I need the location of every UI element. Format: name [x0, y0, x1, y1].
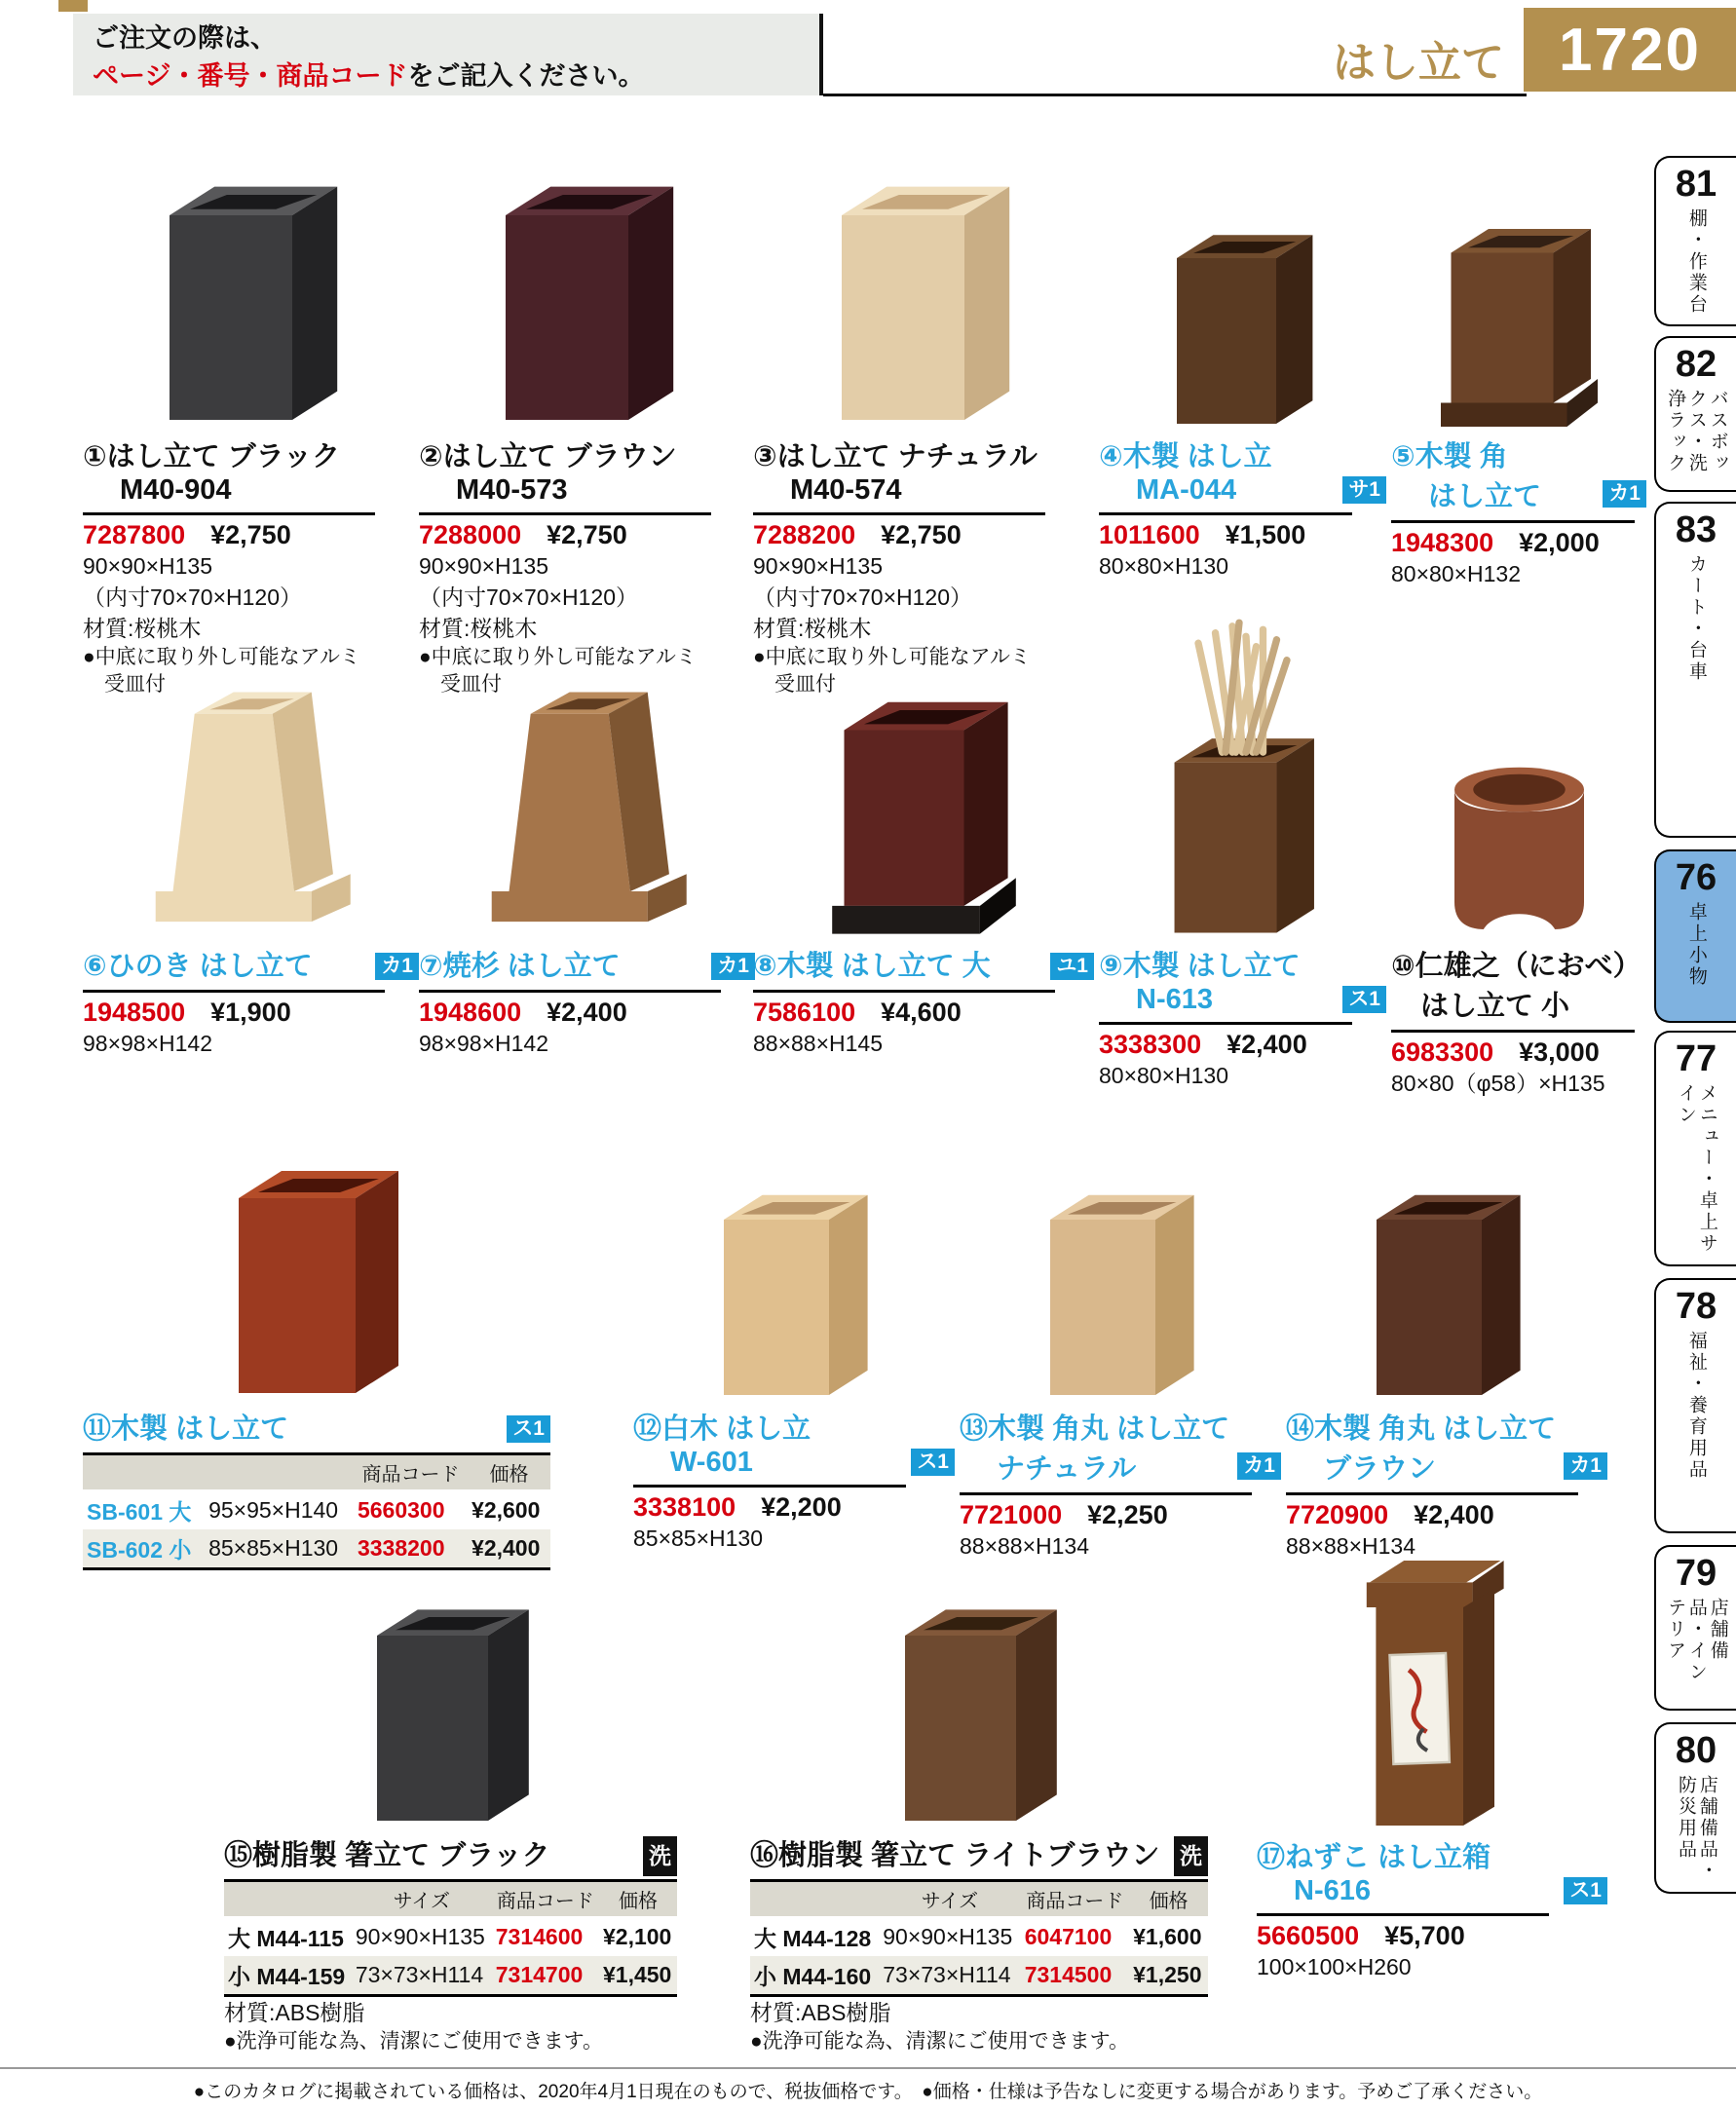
product-model: M40-573	[456, 473, 568, 506]
price-line	[1099, 1030, 1386, 1060]
product-title: ③はし立て ナチュラル	[753, 441, 1038, 472]
product-photo-niobe-stand	[1434, 745, 1604, 950]
product-price: ¥2,750	[210, 519, 291, 549]
category-badge: カ1	[1237, 1452, 1281, 1480]
col-size: サイズ	[352, 1880, 492, 1917]
divider	[1391, 520, 1635, 523]
product-material: 材質:ABS樹脂	[750, 1999, 891, 2025]
product-photo-burnt-wood-stand	[1160, 208, 1326, 440]
variant-model: SB-602 小	[83, 1529, 205, 1569]
divider	[83, 990, 385, 993]
table-row	[224, 1956, 677, 1996]
table-row	[83, 1490, 550, 1529]
product-size: 80×80×H130	[1099, 1062, 1229, 1088]
divider	[1099, 1022, 1352, 1025]
variant-code: 5660300	[357, 1496, 445, 1523]
product-photo-chopstick-box	[1354, 1545, 1510, 1841]
product-code: 7720900	[1286, 1499, 1389, 1529]
tab-label: バスボックス・洗浄ラック	[1665, 389, 1728, 474]
sidebar-tab-80[interactable]	[1654, 1722, 1736, 1894]
table-row	[750, 1917, 1208, 1956]
product-code: 1011600	[1099, 519, 1200, 549]
col-size: サイズ	[879, 1880, 1020, 1917]
product-model: MA-044	[1136, 473, 1237, 506]
col-code: 商品コード	[492, 1880, 599, 1917]
sidebar-tab-83[interactable]	[1654, 502, 1736, 838]
product-card-11	[83, 1130, 550, 1570]
divider	[753, 990, 1055, 993]
sidebar-tab-76-active[interactable]	[1654, 849, 1736, 1023]
table-row	[750, 1956, 1208, 1996]
product-code: 7288200	[753, 519, 856, 549]
product-photo-yakisugi-stand	[477, 658, 697, 950]
divider	[1286, 1492, 1578, 1495]
sidebar-tab-81[interactable]	[1654, 156, 1736, 326]
product-photo-resin-brown-stand	[887, 1580, 1072, 1839]
product-inner-size: （内寸70×70×H120）	[83, 584, 303, 610]
product-photo-plain-wood-stand	[706, 1167, 882, 1413]
category-badge: カ1	[1564, 1452, 1607, 1480]
divider	[419, 512, 711, 515]
product-model: W-601	[670, 1446, 753, 1478]
product-title: ⑤木製 角	[1391, 441, 1508, 472]
product-photo-lacquered-stand	[219, 1140, 414, 1413]
product-title: ⑥ひのき はし立て	[83, 951, 313, 982]
col-price: 価格	[468, 1453, 550, 1490]
table-row	[224, 1917, 677, 1956]
product-code: 7586100	[753, 997, 856, 1027]
variant-size: 73×73×H114	[352, 1956, 492, 1996]
product-card-10	[1391, 638, 1646, 1099]
product-price: ¥5,700	[1384, 1920, 1465, 1950]
product-code: 3338300	[1099, 1029, 1202, 1059]
variant-model: 小 M44-160	[750, 1956, 879, 1996]
price-line	[419, 998, 755, 1028]
divider	[753, 512, 1045, 515]
product-size: 80×80（φ58）×H135	[1391, 1070, 1605, 1096]
category-badge: カ1	[711, 953, 755, 980]
product-photo-natural-stand	[821, 154, 1026, 440]
product-size: 90×90×H135	[83, 552, 213, 579]
sidebar-tab-82[interactable]	[1654, 336, 1736, 492]
price-line	[753, 998, 1094, 1028]
category-badge: カ1	[375, 953, 419, 980]
product-card-17	[1257, 1549, 1607, 1982]
tab-number: 77	[1675, 1038, 1717, 1079]
product-price: ¥2,750	[547, 519, 627, 549]
category-badge: ス1	[507, 1415, 550, 1443]
product-code: 7288000	[419, 519, 522, 549]
product-code: 3338100	[633, 1491, 736, 1522]
product-card-14	[1286, 1130, 1607, 1562]
variant-model: 大 M44-115	[228, 1925, 344, 1951]
product-code: 1948300	[1391, 527, 1494, 557]
price-line	[1257, 1921, 1607, 1951]
price-line	[633, 1492, 955, 1523]
product-size: 80×80×H132	[1391, 560, 1522, 586]
product-size: 88×88×H134	[1286, 1532, 1416, 1559]
product-photo-rounded-natural-stand	[1033, 1167, 1208, 1413]
variant-size: 90×90×H135	[355, 1923, 485, 1949]
product-title: ②はし立て ブラウン	[419, 441, 677, 472]
variant-code: 7314600	[495, 1923, 584, 1949]
product-card-1	[83, 136, 419, 697]
product-price: ¥2,200	[761, 1491, 842, 1522]
product-price: ¥2,750	[881, 519, 962, 549]
product-photo-hinoki-stand	[141, 658, 360, 950]
product-size: 90×90×H135	[753, 552, 884, 579]
variant-size: 73×73×H114	[879, 1956, 1020, 1996]
product-title: ⑯樹脂製 箸立て ライトブラウン	[750, 1840, 1160, 1871]
page-number: 1720	[1559, 16, 1701, 84]
product-card-16	[750, 1578, 1208, 2054]
price-line	[960, 1500, 1281, 1530]
price-line	[1391, 1037, 1646, 1068]
product-price: ¥2,250	[1087, 1499, 1168, 1529]
col-price: 価格	[599, 1880, 677, 1917]
product-title: ⑬木製 角丸 はし立て	[960, 1413, 1230, 1445]
product-size: 100×100×H260	[1257, 1953, 1412, 1979]
price-line	[1099, 520, 1386, 550]
product-model: M40-904	[120, 473, 232, 506]
product-title: ⑫白木 はし立	[633, 1413, 811, 1445]
col-code: 商品コード	[1021, 1880, 1129, 1917]
product-card-9	[1099, 638, 1386, 1091]
variant-table	[224, 1879, 677, 1997]
category-badge: ス1	[1342, 986, 1386, 1013]
product-code: 5660500	[1257, 1920, 1360, 1950]
product-code: 1948600	[419, 997, 522, 1027]
product-name2: ナチュラル	[997, 1452, 1137, 1485]
variant-price: ¥2,600	[472, 1496, 541, 1523]
product-photo-stand-with-chopsticks	[1157, 618, 1328, 950]
product-price: ¥3,000	[1519, 1036, 1600, 1067]
product-title: ⑦焼杉 はし立て	[419, 951, 621, 982]
product-card-6	[83, 638, 419, 1059]
footer-note	[0, 2077, 1736, 2103]
product-size: 85×85×H130	[633, 1525, 764, 1551]
product-card-3	[753, 136, 1094, 697]
product-title: ①はし立て ブラック	[83, 441, 341, 472]
product-price: ¥4,600	[881, 997, 962, 1027]
tab-label: 福祉・養育用品	[1685, 1331, 1707, 1481]
product-title: ⑧木製 はし立て 大	[753, 951, 991, 982]
product-card-7	[419, 638, 755, 1059]
variant-code: 7314500	[1021, 1956, 1129, 1996]
divider	[1391, 1030, 1635, 1033]
product-title: ⑩仁雄之（におべ）	[1391, 951, 1642, 982]
footer-note-2: ●価格・仕様は予告なしに変更する場合があります。予めご了承ください。	[922, 2082, 1543, 2102]
product-note2: 受皿付	[104, 672, 166, 696]
product-code: 7287800	[83, 519, 186, 549]
product-card-12	[633, 1130, 955, 1554]
product-photo-large-wood-stand	[824, 670, 1024, 950]
col-code: 商品コード	[354, 1453, 468, 1490]
sidebar-tab-77[interactable]	[1654, 1031, 1736, 1266]
variant-size: 90×90×H135	[883, 1923, 1013, 1949]
product-size: 90×90×H135	[419, 552, 549, 579]
product-price: ¥2,000	[1519, 527, 1600, 557]
tab-label: 店舗備品・インテリア	[1665, 1598, 1728, 1683]
variant-table	[83, 1452, 550, 1570]
tab-label: メニュー・卓上サイン	[1676, 1083, 1717, 1255]
product-size: 98×98×H142	[419, 1030, 549, 1056]
product-material: 材質:桜桃木	[753, 616, 872, 642]
footer-note-1: ●このカタログに掲載されている価格は、2020年4月1日現在のもので、税抜価格です。	[193, 2082, 904, 2102]
divider	[83, 512, 375, 515]
page-number-box	[1524, 8, 1736, 92]
order-instruction-box	[73, 14, 823, 95]
product-name2: ブラウン	[1323, 1452, 1437, 1485]
product-title: ④木製 はし立	[1099, 441, 1272, 472]
divider	[419, 990, 721, 993]
product-note: ●洗浄可能な為、清潔にご使用できます。	[224, 2029, 604, 2053]
product-photo-black-stand	[149, 154, 354, 440]
product-note2: 受皿付	[774, 672, 836, 696]
variant-price: ¥2,100	[603, 1923, 672, 1949]
category-badge: サ1	[1342, 476, 1386, 504]
price-line	[753, 520, 1094, 550]
product-price: ¥2,400	[1414, 1499, 1494, 1529]
variant-code: 6047100	[1024, 1923, 1113, 1949]
product-size: 80×80×H130	[1099, 552, 1229, 579]
tab-number: 82	[1675, 344, 1717, 385]
tab-label: カート・台車	[1685, 554, 1707, 683]
variant-model: SB-601 大	[87, 1498, 192, 1525]
divider	[633, 1485, 906, 1488]
col-price: 価格	[1129, 1880, 1208, 1917]
variant-model: 大 M44-128	[754, 1925, 872, 1951]
variant-model: 小 M44-159	[224, 1956, 352, 1996]
divider	[1257, 1913, 1549, 1916]
tab-number: 76	[1675, 857, 1717, 898]
product-name2: はし立て	[1428, 480, 1542, 512]
product-material: 材質:桜桃木	[419, 616, 538, 642]
divider	[960, 1492, 1252, 1495]
product-size: 88×88×H134	[960, 1532, 1090, 1559]
product-inner-size: （内寸70×70×H120）	[419, 584, 639, 610]
product-model: M40-574	[790, 473, 902, 506]
product-card-8	[753, 638, 1094, 1059]
product-card-5	[1391, 136, 1646, 589]
product-code: 6983300	[1391, 1036, 1494, 1067]
product-note: ●中底に取り外し可能なアルミ	[753, 646, 1031, 669]
product-photo-resin-black-stand	[359, 1580, 544, 1839]
variant-code: 3338200	[354, 1529, 468, 1569]
product-card-2	[419, 136, 755, 697]
product-title: ⑨木製 はし立て	[1099, 951, 1301, 982]
product-price: ¥1,900	[210, 997, 291, 1027]
product-price: ¥2,400	[547, 997, 627, 1027]
header-rule	[823, 94, 1527, 96]
variant-code: 7314700	[492, 1956, 599, 1996]
product-photo-rounded-brown-stand	[1359, 1167, 1534, 1413]
tab-label: 卓上小物	[1685, 902, 1707, 988]
tab-label: 棚・作業台	[1685, 208, 1707, 316]
product-note: ●中底に取り外し可能なアルミ	[419, 646, 697, 669]
tab-number: 79	[1675, 1553, 1717, 1594]
product-model: N-616	[1294, 1874, 1371, 1906]
price-line	[83, 520, 419, 550]
footer-rule	[0, 2067, 1736, 2069]
variant-price: ¥1,600	[1133, 1923, 1202, 1949]
product-model: N-613	[1136, 983, 1213, 1015]
variant-size: 95×95×H140	[208, 1496, 339, 1523]
product-note2: 受皿付	[440, 672, 502, 696]
product-name2: はし立て 小	[1420, 990, 1570, 1022]
corner-accent	[58, 0, 88, 12]
category-badge: ス1	[911, 1449, 955, 1476]
price-line	[83, 998, 419, 1028]
order-note-highlight: ページ・番号・商品コード	[93, 61, 408, 92]
product-size: 88×88×H145	[753, 1030, 884, 1056]
tab-number: 83	[1675, 509, 1717, 550]
product-code: 7721000	[960, 1499, 1063, 1529]
product-title: ⑭木製 角丸 はし立て	[1286, 1413, 1557, 1445]
product-photo-brown-stand	[485, 154, 690, 440]
order-note-rest: をご記入ください。	[407, 61, 645, 92]
tab-number: 81	[1675, 164, 1717, 205]
divider	[1099, 512, 1352, 515]
product-note: ●洗浄可能な為、清潔にご使用できます。	[750, 2029, 1130, 2053]
product-price: ¥2,400	[1227, 1029, 1307, 1059]
tab-number: 80	[1675, 1730, 1717, 1771]
product-material: 材質:ABS樹脂	[224, 1999, 365, 2025]
category-badge: ユ1	[1050, 953, 1094, 980]
washable-badge: 洗	[643, 1841, 677, 1870]
order-note-line1: ご注文の際は、	[93, 23, 277, 53]
product-card-15	[224, 1578, 677, 2054]
category-badge: ス1	[1564, 1877, 1607, 1904]
price-line	[1391, 528, 1646, 558]
variant-table	[750, 1879, 1208, 1997]
sidebar-tab-78[interactable]	[1654, 1278, 1736, 1533]
product-size: 98×98×H142	[83, 1030, 213, 1056]
product-title: ⑮樹脂製 箸立て ブラック	[224, 1840, 550, 1871]
product-note: ●中底に取り外し可能なアルミ	[83, 646, 360, 669]
product-material: 材質:桜桃木	[83, 616, 202, 642]
washable-badge: 洗	[1174, 1841, 1208, 1870]
sidebar-tab-79[interactable]	[1654, 1545, 1736, 1711]
variant-price: ¥2,400	[468, 1529, 550, 1569]
variant-price: ¥1,450	[599, 1956, 677, 1996]
product-photo-square-wood-stand	[1434, 202, 1604, 440]
price-line	[419, 520, 755, 550]
tab-label: 店舗備品・防災用品	[1676, 1775, 1717, 1882]
product-card-13	[960, 1130, 1281, 1562]
product-title: ⑰ねずこ はし立箱	[1257, 1842, 1491, 1873]
category-badge: カ1	[1603, 480, 1646, 508]
variant-price: ¥1,250	[1129, 1956, 1208, 1996]
price-line	[1286, 1500, 1607, 1530]
order-note-line2	[93, 57, 819, 95]
product-inner-size: （内寸70×70×H120）	[753, 584, 973, 610]
category-title: はし立て	[1333, 39, 1504, 87]
product-card-4	[1099, 136, 1386, 582]
product-code: 1948500	[83, 997, 186, 1027]
product-title: ⑪木製 はし立て	[83, 1413, 289, 1445]
table-row	[83, 1529, 550, 1569]
tab-number: 78	[1675, 1286, 1717, 1327]
product-price: ¥1,500	[1225, 519, 1306, 549]
variant-size: 85×85×H130	[205, 1529, 354, 1569]
